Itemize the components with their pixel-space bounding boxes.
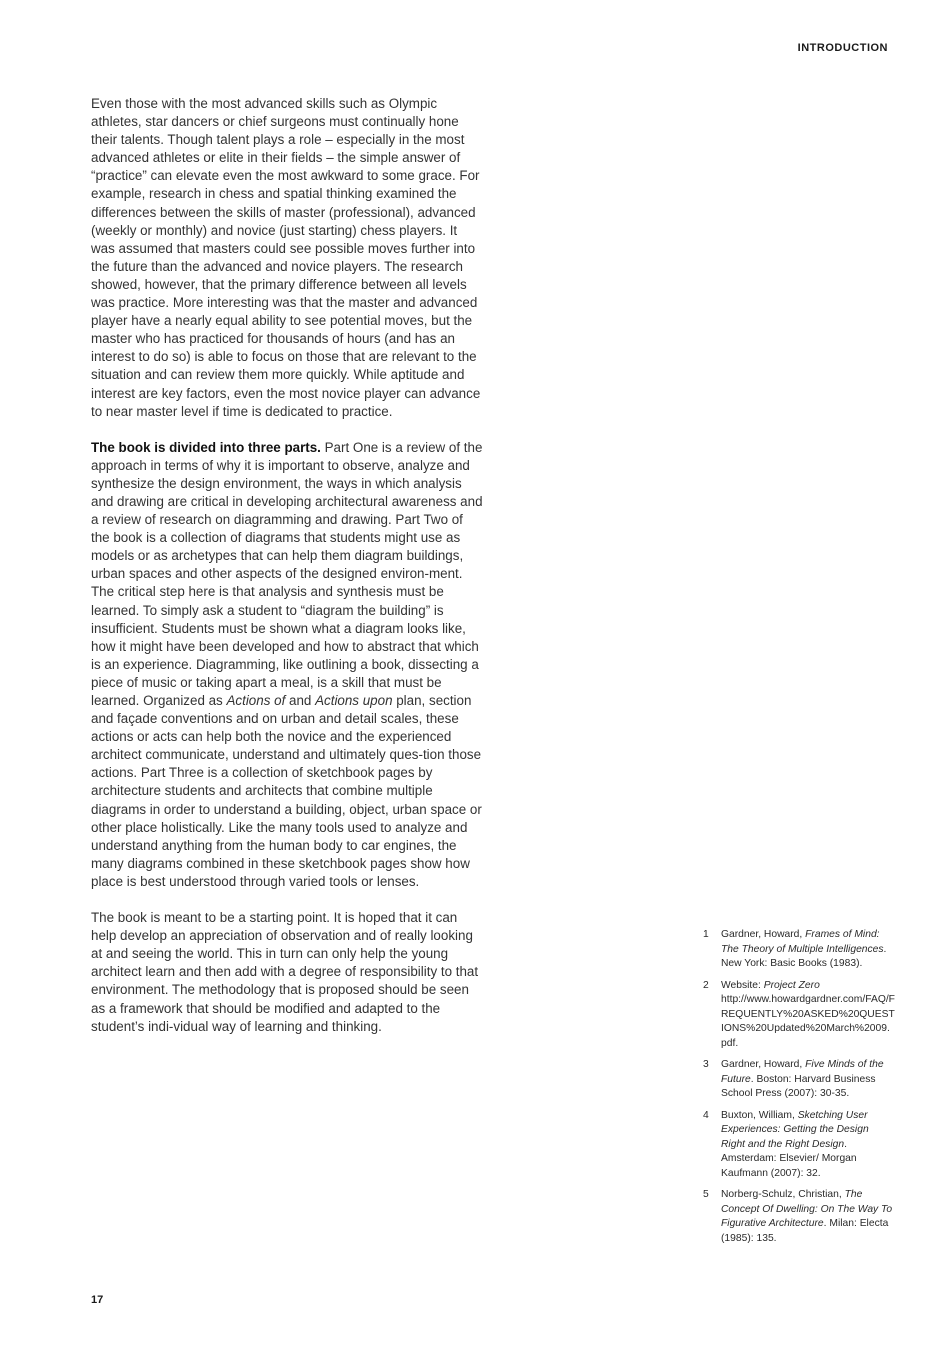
footnote-publication: . Amsterdam: Elsevier/ Morgan Kaufmann (2007): 32. [721, 1138, 857, 1179]
footnote-text [721, 1109, 895, 1182]
footnote-title: Project Zero [763, 979, 820, 991]
footnote-number: 3 [703, 1059, 709, 1070]
page-number: 17 [91, 1294, 104, 1306]
body-paragraph-3: The book is meant to be a starting point. It is hoped that it can help develop an appreciation of observation and of really looking at and seeing the world. This in turn can only help the young architect learn and then add with a degree of responsibility to that environment. The methodology that is proposed should be seen as a framework that should be modified and adapted to the student’s indi-vidual way of learning and thinking. [91, 910, 479, 1034]
footnote-number: 1 [703, 929, 709, 940]
footnote-text [721, 928, 895, 972]
footnote-text [721, 979, 895, 1052]
footnote-author: Norberg-Schulz, Christian, [721, 1189, 845, 1200]
footnote-title: The Concept Of Dwelling: On The Way To Figurative Architecture [721, 1189, 893, 1229]
footnote-5 [703, 1188, 895, 1246]
body-paragraph-1: Even those with the most advanced skills such as Olympic athletes, star dancers or chief surgeons must continually hone their talents. Though talent plays a role – especially in the most advanced athletes or elite in their fields – the simple answer of “practice” can elevate even the most awkward to some grace. For example, research in chess and spatial thinking examined the differences between the skills of master (professional), advanced (weekly or monthly) and novice (just starting) chess players. It was assumed that masters could see possible moves further into the future than the advanced and novice players. The research showed, however, that the primary difference between all levels was practice. More interesting was that the master and advanced player have a nearly equal ability to see potential moves, but the master who has practiced for thousands of hours (and has an interest to do so) is able to focus on those that are relevant to the situation and can review them more quickly. While aptitude and interest are key factors, even the most novice player can advance to near master level if time is dedicated to practice. [91, 96, 481, 419]
running-head: INTRODUCTION [797, 42, 888, 54]
footnote-author: Website: [721, 979, 764, 991]
footnote-2 [703, 979, 895, 1052]
footnote-publication: . Milan: Electa (1985): 135. [721, 1218, 889, 1244]
footnote-title: Sketching User Experiences: Getting the Design Right and the Right Design [721, 1109, 869, 1150]
footnote-1 [703, 928, 895, 972]
main-text-column [91, 95, 483, 1054]
footnote-number: 5 [703, 1189, 709, 1200]
italic-term: Actions of [226, 693, 286, 708]
footnotes [703, 928, 895, 1253]
footnote-number: 2 [703, 979, 709, 991]
footnote-title: Five Minds of the Future [721, 1059, 884, 1085]
footnote-4 [703, 1109, 895, 1182]
footnote-title: Frames of Mind: The Theory of Multiple Intelligences [721, 929, 884, 955]
paragraph-text: plan, section and façade conventions and on urban and detail scales, these actions or acts can help both the novice and the experienced architect communicate, understand and ultimately ques-tion those actions. Part Three is a collection of sketchbook pages by architecture students and architects that combine multiple diagrams in order to understand a building, object, urban space or other place holistically. Like the many tools used to analyze and understand anything from the human body to car engines, the many diagrams combined in these sketchbook pages show how place is best understood through varied tools or lenses. [91, 693, 482, 889]
paragraph-text: and [285, 693, 316, 708]
footnote-publication: . Boston: Harvard Business School Press (2007): 30-35. [721, 1073, 876, 1099]
paragraph-text: Part One is a review of the approach in terms of why it is important to observe, analyze and synthesize the design environment, the ways in which analysis and drawing are critical in developing architectural awareness and a review of research on diagramming and drawing. Part Two of the book is a collection of diagrams that students might use as models or as archetypes that can help them diagram buildings, urban spaces and other aspects of the designed environ-ment. The critical step here is that analysis and synthesis must be learned. To simply ask a student to “diagram the building” is insufficient. Students must be shown what a diagram looks like, how it might have been developed and how to abstract that which is an experience. Diagramming, like outlining a book, dissecting a piece of music or taking apart a meal, is a skill that must be learned. Organized as [91, 439, 483, 708]
footnote-publication: . New York: Basic Books (1983). [721, 943, 887, 969]
italic-term: Actions upon [315, 693, 393, 708]
footnote-3 [703, 1058, 895, 1102]
footnote-text [721, 1188, 895, 1246]
footnote-text [721, 1058, 895, 1102]
footnote-number: 4 [703, 1109, 709, 1121]
body-paragraph-2 [91, 439, 483, 891]
footnote-author: Buxton, William, [721, 1109, 798, 1121]
paragraph-lead: The book is divided into three parts. [91, 439, 321, 455]
footnote-author: Gardner, Howard, [721, 929, 806, 940]
footnote-author: Gardner, Howard, [721, 1059, 806, 1070]
footnote-url: http://www.howardgardner.com/FAQ/FREQUENTLY%20ASKED%20QUESTIONS%20Updated%20March%2009.pdf. [721, 994, 895, 1049]
